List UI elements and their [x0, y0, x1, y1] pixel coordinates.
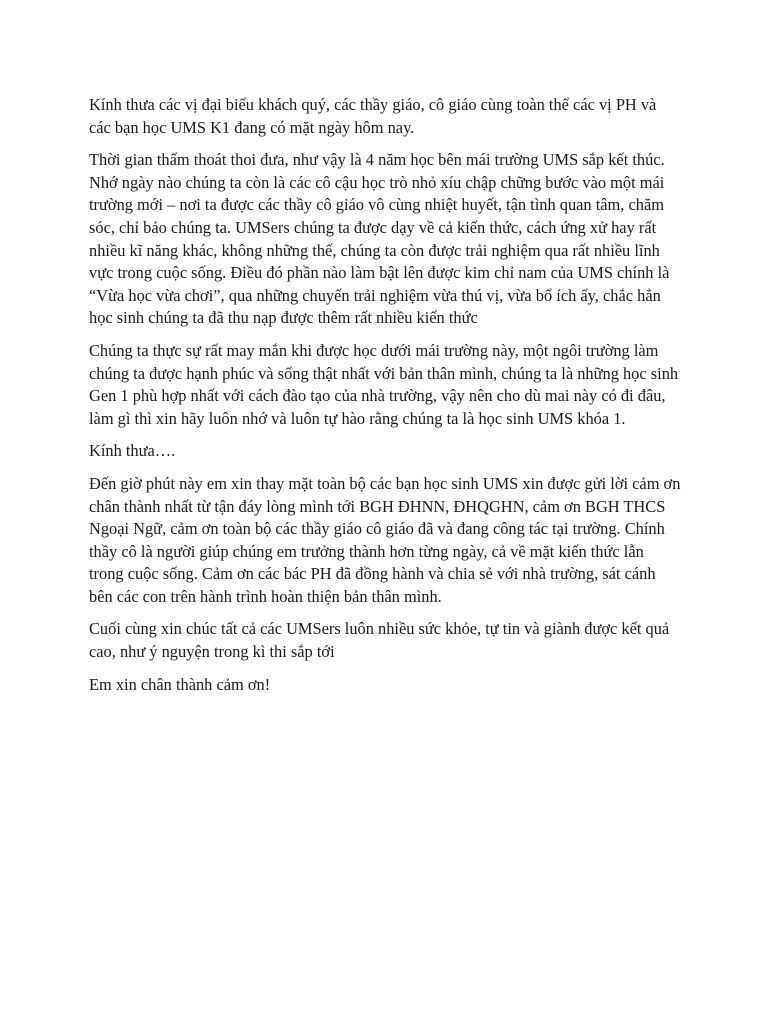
paragraph-greeting: Kính thưa các vị đại biểu khách quý, các thầy giáo, cô giáo cùng toàn thể các vị PH và các bạn học UMS K1 đang có mặt ngày hôm nay. [89, 95, 657, 137]
paragraph-thanks: Đến giờ phút này em xin thay mặt toàn bộ các bạn học sinh UMS xin được gửi lời cảm ơn chân thành nhất từ tận đáy lòng mình tới BGH ĐHNN, ĐHQGHN, cảm ơn BGH THCS Ngoại Ngữ, cảm ơn toàn bộ các thầy giáo cô giáo đã và đang công tác tại trường. Chính thầy cô là người giúp chúng em trưởng thành hơn từng ngày, cả về mặt kiến thức lẫn trong cuộc sống. Cảm ơn các bác PH đã đồng hành và chia sẻ với nhà trường, sát cánh bên các con trên hành trình hoàn thiện bản thân mình. [89, 473, 681, 606]
paragraph-closing: Em xin chân thành cảm ơn! [89, 674, 271, 694]
paragraph-wishes: Cuối cùng xin chúc tất cả các UMSers luôn nhiều sức khỏe, tự tin và giành được kết quả cao, như ý nguyện trong kì thi sắp tới [89, 619, 670, 662]
paragraph-memories: Thời gian thấm thoát thoi đưa, như vậy là 4 năm học bên mái trường UMS sắp kết thúc. Nhớ ngày nào chúng ta còn là các cô cậu học trò nhỏ xíu chập chững bước vào một mái trường mới – nơi ta được các thầy cô giáo vô cùng nhiệt huyết, tận tình quan tâm, chăm sóc, chỉ bảo chúng ta. UMSers chúng ta được dạy về cả kiến thức, cách ứng xử hay rất nhiều kĩ năng khác, không những thế, chúng ta còn được trải nghiệm qua rất nhiều lĩnh vực trong cuộc sống. Điều đó phần nào làm bật lên được kim chỉ nam của UMS chính là “Vừa học vừa chơi”, qua những chuyến trải nghiệm vừa thú vị, vừa bổ ích ấy, chắc hẳn học sinh chúng ta đã thu nạp được thêm rất nhiều kiến thức [89, 150, 670, 328]
paragraph-gratitude-school: Chúng ta thực sự rất may mắn khi được học dưới mái trường này, một ngôi trường làm chúng ta được hạnh phúc và sống thật nhất với bản thân mình, chúng ta là những học sinh Gen 1 phù hợp nhất với cách đào tạo của nhà trường, vậy nên cho dù mai này có đi đâu, làm gì thì xin hãy luôn nhớ và luôn tự hào rằng chúng ta là học sinh UMS khóa 1. [89, 340, 679, 428]
paragraph-address: Kính thưa…. [89, 441, 176, 461]
document-body [89, 94, 681, 706]
